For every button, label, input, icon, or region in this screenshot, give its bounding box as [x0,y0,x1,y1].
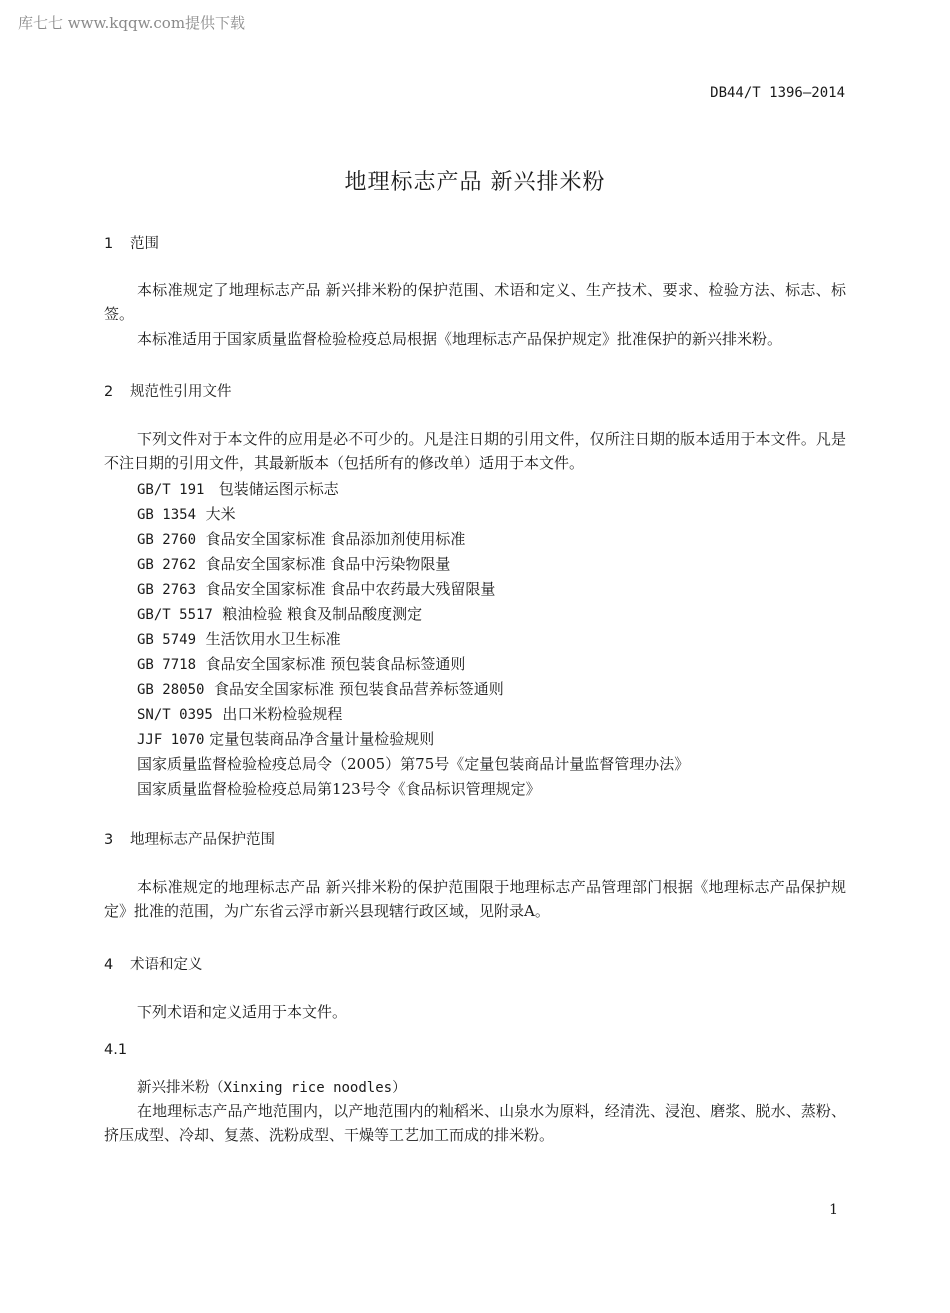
reference-title: 大米 [205,505,236,523]
section-title: 地理标志产品保护范围 [130,832,275,848]
reference-code: GB 7718 [137,657,197,673]
reference-title: 食品安全国家标准 食品中污染物限量 [205,555,451,573]
reference-item [137,778,541,799]
section-2-heading [104,380,232,401]
reference-item [137,678,504,699]
section-4-heading [104,953,203,974]
reference-item [137,728,434,749]
reference-item [137,628,341,649]
reference-code: GB 1354 [137,507,197,523]
reference-code: GB 2763 [137,582,197,598]
reference-title: 食品安全国家标准 食品添加剂使用标准 [205,530,466,548]
section-2-paragraph-1: 下列文件对于本文件的应用是必不可少的。凡是注日期的引用文件，仅所注日期的版本适用于本文件。凡是不注日期的引用文件，其最新版本（包括所有的修改单）适用于本文件。 [104,430,846,472]
section-1-paragraph-1: 本标准规定了地理标志产品 新兴排米粉的保护范围、术语和定义、生产技术、要求、检验方法、标志、标签。 [104,281,846,323]
section-4-paragraph-1: 下列术语和定义适用于本文件。 [137,1003,348,1021]
reference-item [137,503,236,524]
section-1-paragraph-2: 本标准适用于国家质量监督检验检疫总局根据《地理标志产品保护规定》批准保护的新兴排米粉。 [137,330,783,348]
reference-title: 食品安全国家标准 预包装食品标签通则 [205,655,466,673]
reference-code: GB 2762 [137,557,197,573]
document-title: 地理标志产品 新兴排米粉 [344,170,606,195]
page-number: 1 [829,1202,838,1218]
reference-item [137,528,465,549]
reference-code: GB 2760 [137,532,197,548]
term-english-name: （Xinxing rice noodles） [209,1080,407,1096]
section-3-heading [104,828,275,849]
term-definition: 在地理标志产品产地范围内，以产地范围内的籼稻米、山泉水为原料，经清洗、浸泡、磨浆、脱水、蒸粉、挤压成型、冷却、复蒸、洗粉成型、干燥等工艺加工而成的排米粉。 [104,1102,846,1144]
subsection-4-1-number: 4.1 [104,1042,128,1058]
reference-item [137,553,450,574]
reference-code: JJF 1070 [137,732,205,748]
reference-item [137,753,689,774]
watermark-text: 库七七 www.kqqw.com提供下载 [18,14,246,32]
section-title: 范围 [130,236,159,252]
reference-title: 食品安全国家标准 预包装食品营养标签通则 [213,680,504,698]
reference-title: 食品安全国家标准 食品中农药最大残留限量 [205,580,496,598]
reference-code: GB 5749 [137,632,197,648]
section-number: 3 [104,832,114,848]
reference-title: 出口米粉检验规程 [222,705,343,723]
reference-code: SN/T 0395 [137,707,213,723]
section-number: 1 [104,236,114,252]
section-title: 规范性引用文件 [130,384,232,400]
reference-item [137,578,495,599]
section-title: 术语和定义 [130,957,203,973]
reference-title: 国家质量监督检验检疫总局令（2005）第75号《定量包装商品计量监督管理办法》 [137,755,690,773]
reference-item [137,603,422,624]
section-3-paragraph-1: 本标准规定的地理标志产品 新兴排米粉的保护范围限于地理标志产品管理部门根据《地理标志产品保护规定》批准的范围，为广东省云浮市新兴县现辖行政区域，见附录A。 [104,878,846,920]
reference-code: GB/T 5517 [137,607,213,623]
reference-title: 包装储运图示标志 [218,480,339,498]
section-number: 2 [104,384,114,400]
standard-code: DB44/T 1396—2014 [710,85,845,101]
term-name: 新兴排米粉 [137,1080,210,1096]
reference-code: GB/T 191 [137,482,205,498]
reference-code: GB 28050 [137,682,205,698]
reference-item [137,653,465,674]
section-number: 4 [104,957,114,973]
reference-title: 粮油检验 粮食及制品酸度测定 [222,605,423,623]
term-entry [137,1076,406,1097]
reference-title: 定量包装商品净含量计量检验规则 [209,730,435,748]
reference-title: 生活饮用水卫生标准 [205,630,341,648]
reference-title: 国家质量监督检验检疫总局第123号令《食品标识管理规定》 [137,780,541,798]
reference-item [137,478,339,499]
section-1-heading [104,232,159,253]
reference-item [137,703,342,724]
